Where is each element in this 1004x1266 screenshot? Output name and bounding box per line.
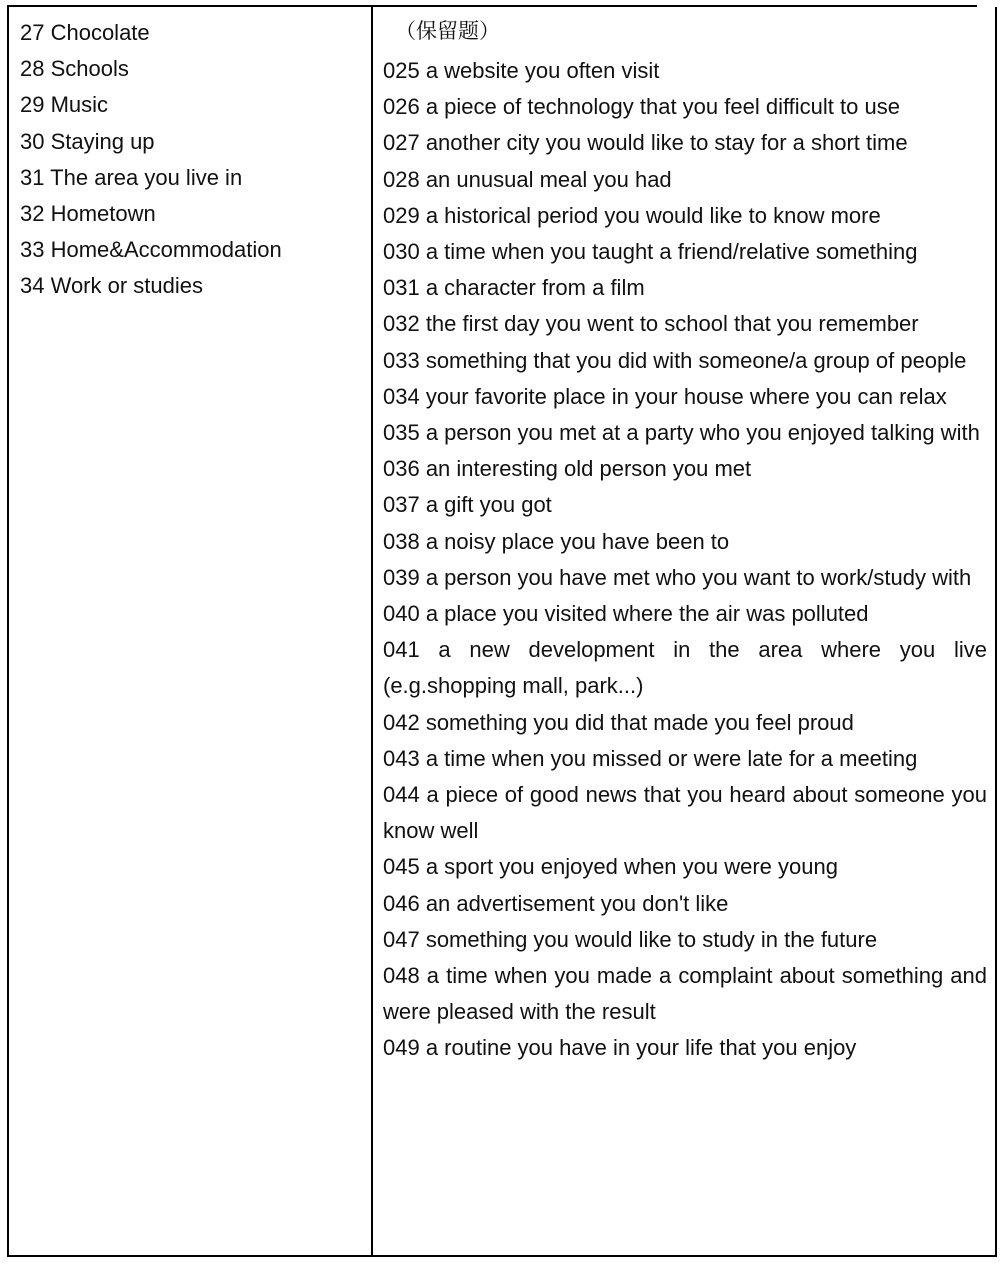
list-item: 035 a person you met at a party who you enjoyed talking with: [383, 420, 980, 446]
list-item: 32 Hometown: [20, 201, 156, 227]
list-item: 34 Work or studies: [20, 273, 204, 299]
list-item: 029 a historical period you would like to know more: [383, 202, 881, 228]
list-item: 030 a time when you taught a friend/relative something: [383, 239, 918, 265]
list-item: 028 an unusual meal you had: [383, 166, 672, 192]
list-item: 032 the first day you went to school that you remember: [383, 311, 919, 337]
list-item: 025 a website you often visit: [383, 58, 660, 83]
part1-topic-list: [20, 15, 360, 305]
list-item: 026 a piece of technology that you feel difficult to use: [383, 94, 900, 120]
list-item: 047 something you would like to study in the future: [383, 926, 878, 952]
list-item: 034 your favorite place in your house where you can relax: [383, 383, 947, 409]
list-item: 042 something you did that made you feel proud: [383, 709, 854, 735]
list-item: 045 a sport you enjoyed when you were young: [383, 854, 838, 880]
list-item: 036 an interesting old person you met: [383, 456, 752, 482]
list-item: 29 Music: [20, 92, 109, 118]
list-item: 031 a character from a film: [383, 275, 645, 301]
column-divider: [371, 7, 373, 1255]
part2-topic-list: [383, 9, 987, 1067]
list-item: 28 Schools: [20, 56, 129, 82]
list-item: 30 Staying up: [20, 128, 155, 154]
list-item: 041 a new development in the area where you live (e.g.shopping mall, park...): [383, 637, 987, 699]
list-item: 044 a piece of good news that you heard about someone you know well: [383, 782, 987, 844]
list-item: 038 a noisy place you have been to: [383, 528, 730, 554]
list-item: 027 another city you would like to stay for a short time: [383, 130, 908, 156]
list-item: 033 something that you did with someone/a group of people: [383, 347, 967, 373]
list-item: 049 a routine you have in your life that you enjoy: [383, 1035, 857, 1061]
list-item: 27 Chocolate: [20, 20, 150, 45]
list-item: 046 an advertisement you don't like: [383, 890, 729, 916]
topics-table: [7, 7, 997, 1257]
list-item: 33 Home&Accommodation: [20, 237, 282, 263]
list-item: 31 The area you live in: [20, 164, 243, 190]
list-item: 048 a time when you made a complaint about something and were pleased with the result: [383, 963, 987, 1025]
list-item: 043 a time when you missed or were late for a meeting: [383, 745, 918, 771]
list-item: 040 a place you visited where the air was polluted: [383, 601, 869, 627]
retained-questions-note: （保留题）: [395, 19, 500, 43]
list-item: 039 a person you have met who you want to work/study with: [383, 564, 972, 590]
list-item: 037 a gift you got: [383, 492, 552, 518]
